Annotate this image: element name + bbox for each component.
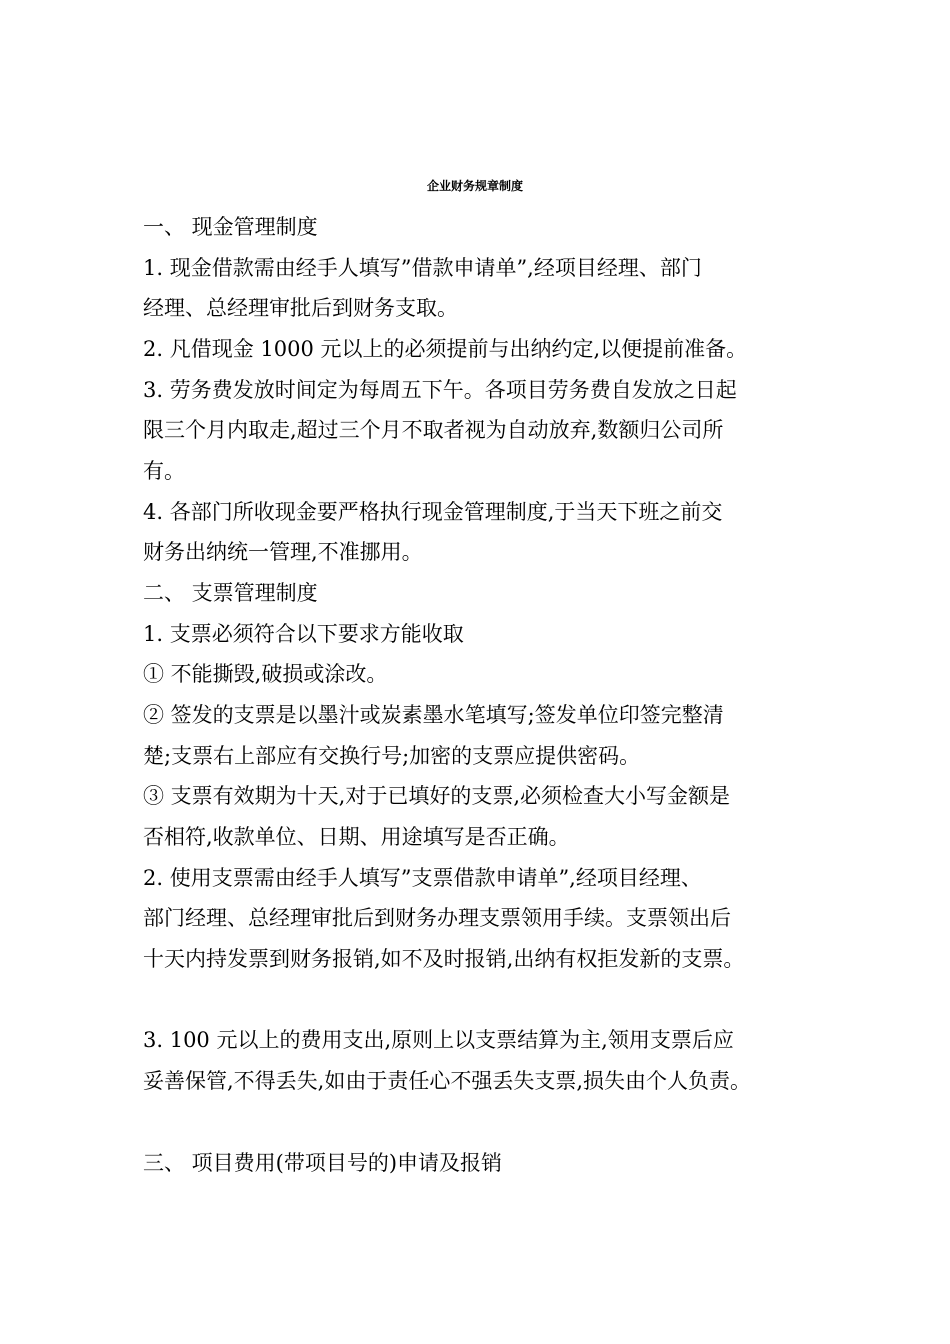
paragraph-line: 3. 劳务费发放时间定为每周五下午。各项目劳务费自发放之日起	[143, 378, 737, 402]
section-heading-project-expenses: 三、 项目费用(带项目号的)申请及报销	[143, 1151, 503, 1175]
paragraph-line: ② 签发的支票是以墨汁或炭素墨水笔填写;签发单位印签完整清	[143, 703, 724, 727]
document-title: 企业财务规章制度	[426, 179, 523, 193]
paragraph-line: 2. 使用支票需由经手人填写”支票借款申请单”,经项目经理、	[143, 866, 702, 890]
paragraph-line: 3. 100 元以上的费用支出,原则上以支票结算为主,领用支票后应	[143, 1028, 734, 1052]
paragraph-line: 部门经理、总经理审批后到财务办理支票领用手续。支票领出后	[143, 906, 731, 930]
section-heading-cash: 一、 现金管理制度	[143, 215, 318, 239]
paragraph-line: 财务出纳统一管理,不准挪用。	[143, 540, 423, 564]
paragraph-line: 限三个月内取走,超过三个月不取者视为自动放弃,数额归公司所	[143, 418, 724, 442]
paragraph-line: 否相符,收款单位、日期、用途填写是否正确。	[143, 825, 570, 849]
paragraph-line: ① 不能撕毁,破损或涂改。	[143, 662, 388, 686]
paragraph-line: 经理、总经理审批后到财务支取。	[143, 296, 458, 320]
paragraph-line: 妥善保管,不得丢失,如由于责任心不强丢失支票,损失由个人负责。	[143, 1069, 752, 1093]
section-heading-cheque: 二、 支票管理制度	[143, 581, 318, 605]
paragraph-line: 2. 凡借现金 1000 元以上的必须提前与出纳约定,以便提前准备。	[143, 337, 748, 361]
paragraph-line: 1. 支票必须符合以下要求方能收取	[143, 622, 464, 646]
paragraph-line: 十天内持发票到财务报销,如不及时报销,出纳有权拒发新的支票。	[143, 947, 745, 971]
paragraph-line: 有。	[143, 459, 185, 483]
paragraph-line: ③ 支票有效期为十天,对于已填好的支票,必须检查大小写金额是	[143, 784, 731, 808]
paragraph-line: 1. 现金借款需由经手人填写”借款申请单”,经项目经理、部门	[143, 256, 702, 280]
paragraph-line: 4. 各部门所收现金要严格执行现金管理制度,于当天下班之前交	[143, 500, 723, 524]
paragraph-line: 楚;支票右上部应有交换行号;加密的支票应提供密码。	[143, 744, 641, 768]
